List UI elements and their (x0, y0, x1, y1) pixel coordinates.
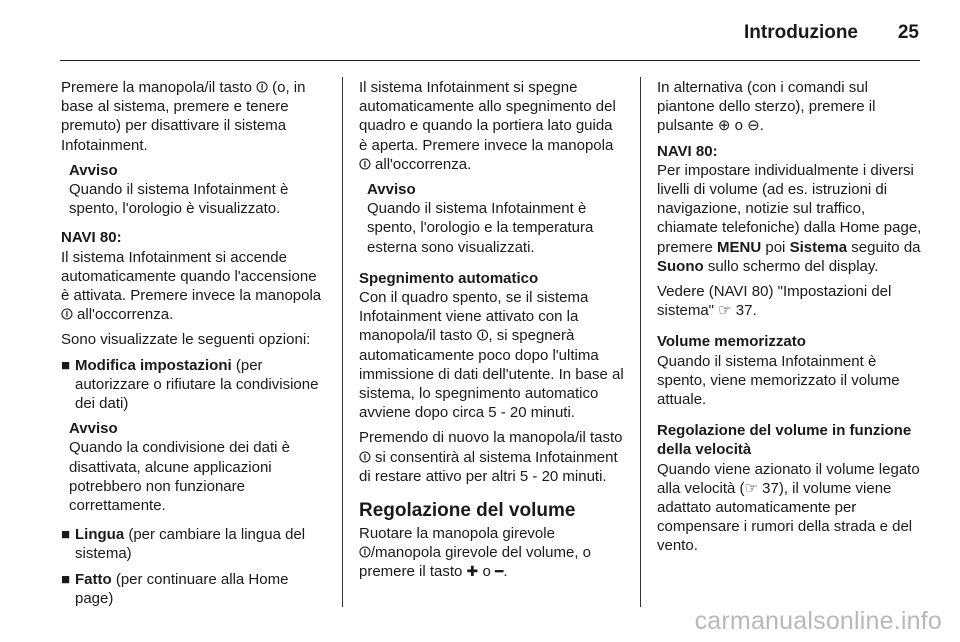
watermark: carmanualsonline.info (694, 607, 942, 635)
note-box (359, 180, 625, 257)
column-divider (640, 77, 641, 607)
page-number: 25 (897, 22, 919, 43)
note-title: Avviso (69, 420, 118, 438)
option-desc: (per autorizzare o rifiutare la condivisione dei dati) (75, 356, 319, 413)
list-item (61, 570, 327, 608)
paragraph: Con il quadro spento, se il sistema Infotainment viene attivato con la manopola/il tasto ⏼, si spegnerà automaticamente poco dopo l'ultima immissione di dati dell'utente. In base al sistema, lo spegnimento automatico avviene dopo circa 5 - 20 minuti. (359, 289, 624, 422)
section-heading: Regolazione del volume (359, 500, 576, 522)
text: poi (761, 238, 790, 256)
paragraph: Quando viene azionato il volume legato alla velocità (☞ 37), il volume viene adattato automaticamente per compensare i rumori della strada e del vento. (657, 460, 920, 555)
minus-icon: ━ (494, 563, 504, 580)
text: o (478, 563, 495, 581)
text: sullo schermo del display. (703, 257, 879, 275)
bullet-icon: ■ (61, 356, 71, 374)
text: seguito da (847, 238, 921, 256)
page-header (0, 0, 960, 62)
navi-label: NAVI 80: (657, 142, 718, 160)
list-item (61, 525, 327, 563)
text: Ruotare la manopola girevole ⏼/manopola girevole del volume, o premere il tasto (359, 525, 591, 581)
paragraph: Sono visualizzate le seguenti opzioni: (61, 331, 311, 349)
text: Per impostare individualmente i diversi livelli di volume (ad es. istruzioni di navigazione, notizie sul traffico, chiamate telefoniche) dalla Home page, premere (657, 161, 922, 256)
plus-icon: ✚ (466, 563, 479, 580)
header-rule (60, 60, 920, 61)
navi-label: NAVI 80: (61, 229, 122, 247)
note-box (61, 161, 327, 219)
column-middle (359, 78, 625, 588)
note-text: Quando il sistema Infotainment è spento, l'orologio è visualizzato. (69, 181, 289, 218)
note-text: Quando la condivisione dei dati è disattivata, alcune applicazioni potrebbero non funzionare correttamente. (69, 439, 290, 515)
bullet-icon: ■ (61, 570, 71, 588)
subheading: Spegnimento automatico (359, 269, 539, 287)
paragraph: Vedere (NAVI 80) "Impostazioni del sistema" ☞ 37. (657, 283, 892, 320)
column-left (61, 78, 327, 614)
note-title: Avviso (367, 181, 416, 199)
paragraph (657, 161, 923, 276)
paragraph: Quando il sistema Infotainment è spento, viene memorizzato il volume attuale. (657, 352, 900, 409)
subheading: Regolazione del volume in funzione della velocità (657, 422, 912, 459)
bullet-icon: ■ (61, 526, 71, 544)
option-name: Lingua (75, 526, 125, 544)
option-name: Fatto (75, 570, 112, 588)
option-name: Modifica impostazioni (75, 356, 232, 374)
text: . (503, 563, 508, 581)
option-desc: (per cambiare la lingua del sistema) (75, 526, 306, 563)
page-title: Introduzione (744, 22, 858, 43)
note-title: Avviso (69, 161, 118, 179)
paragraph: In alternativa (con i comandi sul piantone dello sterzo), premere il pulsante ⊕ o ⊖. (657, 79, 876, 135)
column-right (657, 78, 923, 562)
paragraph: Il sistema Infotainment si spegne automaticamente allo spegnimento del quadro e quando la portiera lato guida è aperta. Premere invece la manopola ⏼ all'occorrenza. (359, 79, 616, 173)
column-divider (342, 77, 343, 607)
sistema-label: Sistema (789, 238, 848, 256)
paragraph: Il sistema Infotainment si accende automaticamente quando l'accensione è attivata. Premere invece la manopola ⏼ all'occorrenza. (61, 248, 322, 324)
note-text: Quando il sistema Infotainment è spento, l'orologio e la temperatura esterna sono visualizzati. (367, 200, 594, 256)
note-box (61, 419, 327, 515)
suono-label: Suono (657, 257, 704, 275)
list-item (61, 356, 327, 414)
paragraph: Premere la manopola/il tasto ⏼ (o, in base al sistema, premere e tenere premuto) per disattivare il sistema Infotainment. (61, 79, 306, 154)
paragraph: Premendo di nuovo la manopola/il tasto ⏼ si consentirà al sistema Infotainment di restare attivo per altri 5 - 20 minuti. (359, 429, 623, 485)
option-desc: (per continuare alla Home page) (75, 570, 289, 607)
menu-label: MENU (717, 238, 762, 256)
subheading: Volume memorizzato (657, 333, 806, 351)
paragraph (359, 524, 625, 582)
